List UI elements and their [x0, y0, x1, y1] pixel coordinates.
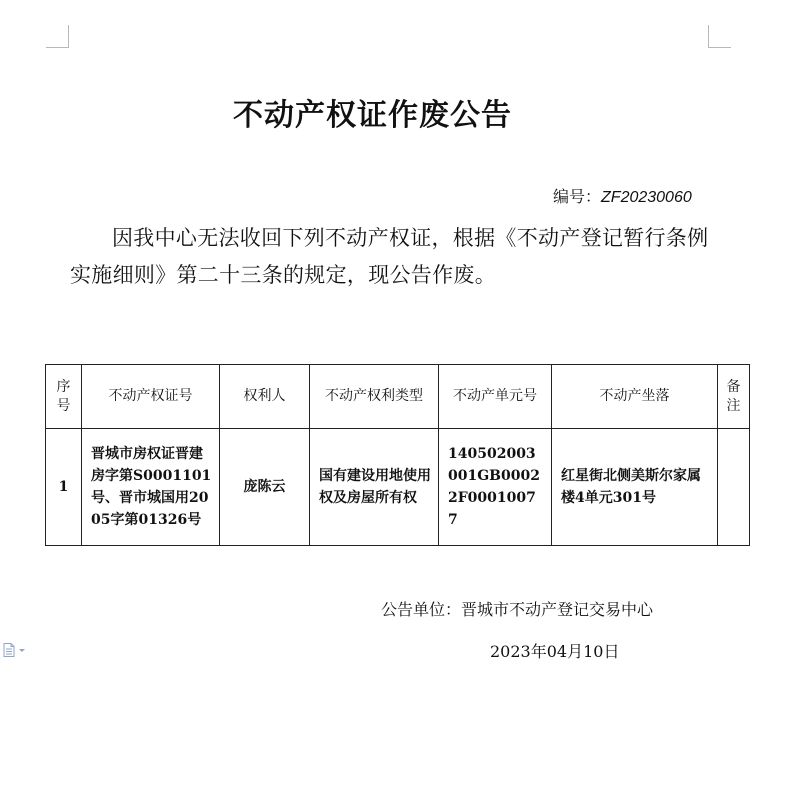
cell-right-type: 国有建设用地使用权及房屋所有权 [310, 429, 439, 546]
cell-unit-no: 140502003001GB00022F00010077 [439, 429, 552, 546]
cell-holder: 庞陈云 [220, 429, 310, 546]
cell-location: 红星街北侧美斯尔家属楼4单元301号 [552, 429, 718, 546]
cell-remark [718, 429, 750, 546]
header-remark: 备注 [718, 365, 750, 429]
chevron-down-icon [19, 649, 25, 652]
crop-mark-top-right [708, 25, 731, 48]
table-header-row [46, 365, 750, 429]
cell-seq: 1 [46, 429, 82, 546]
crop-mark-top-left [46, 25, 69, 48]
document-options-button[interactable] [3, 642, 33, 658]
cell-cert-no: 晋城市房权证晋建房字第S0001101号、晋市城国用2005字第01326号 [82, 429, 220, 546]
issuer-line: 公告单位：晋城市不动产登记交易中心 [381, 600, 654, 619]
document-number-value: ZF20230060 [601, 189, 692, 206]
document-icon [3, 643, 15, 657]
document-number [553, 184, 692, 207]
header-seq: 序号 [46, 365, 82, 429]
page-title: 不动产权证作废公告 [233, 98, 512, 133]
header-location: 不动产坐落 [552, 365, 718, 429]
header-holder: 权利人 [220, 365, 310, 429]
notice-table [45, 364, 750, 546]
header-unit-no: 不动产单元号 [439, 365, 552, 429]
document-number-label: 编号： [553, 187, 602, 206]
table-row [46, 429, 750, 546]
header-cert-no: 不动产权证号 [82, 365, 220, 429]
notice-date: 2023年04月10日 [490, 642, 620, 661]
notice-body: 因我中心无法收回下列不动产权证，根据《不动产登记暂行条例实施细则》第二十三条的规定，现公告作废。 [70, 226, 709, 287]
header-right-type: 不动产权利类型 [310, 365, 439, 429]
